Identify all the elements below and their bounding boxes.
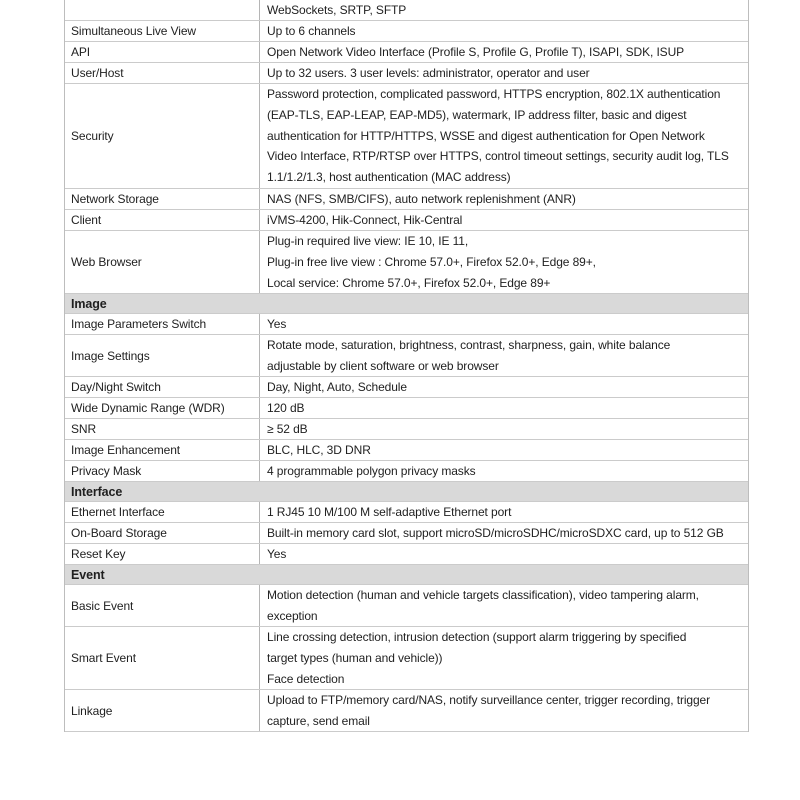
spec-value	[260, 210, 748, 230]
table-row	[65, 544, 748, 565]
spec-label: Simultaneous Live View	[65, 21, 260, 41]
value-line: Password protection, complicated password, HTTPS encryption, 802.1X authentication	[267, 87, 721, 101]
spec-value	[260, 419, 748, 439]
value-line: Up to 32 users. 3 user levels: administrator, operator and user	[267, 66, 590, 80]
spec-value	[260, 314, 748, 334]
value-line: capture, send email	[267, 713, 370, 728]
section-header-row	[65, 482, 748, 502]
value-line: Video Interface, RTP/RTSP over HTTPS, control timeout settings, security audit log, TLS	[267, 149, 729, 164]
spec-label: Security	[65, 84, 260, 188]
value-line: 120 dB	[267, 401, 305, 415]
value-line: authentication for HTTP/HTTPS, WSSE and digest authentication for Open Network	[267, 128, 705, 143]
value-line: Plug-in required live view: IE 10, IE 11,	[267, 234, 469, 248]
spec-value	[260, 585, 748, 626]
table-row	[65, 314, 748, 335]
spec-value	[260, 398, 748, 418]
table-row	[65, 419, 748, 440]
table-row	[65, 63, 748, 84]
table-row	[65, 585, 748, 627]
value-line: 4 programmable polygon privacy masks	[267, 464, 476, 478]
spec-label: Client	[65, 210, 260, 230]
table-row	[65, 377, 748, 398]
spec-value	[260, 523, 748, 543]
spec-value	[260, 42, 748, 62]
spec-label: Linkage	[65, 690, 260, 731]
table-row	[65, 335, 748, 377]
spec-value	[260, 63, 748, 83]
spec-label	[65, 0, 260, 20]
section-title: Event	[71, 567, 105, 582]
value-line: NAS (NFS, SMB/CIFS), auto network replenishment (ANR)	[267, 192, 576, 206]
section-title: Image	[71, 296, 107, 311]
spec-value	[260, 377, 748, 397]
spec-label: Image Settings	[65, 335, 260, 376]
section-header-row	[65, 565, 748, 585]
spec-label: Network Storage	[65, 189, 260, 209]
section-title: Interface	[71, 484, 123, 499]
value-line: Plug-in free live view : Chrome 57.0+, Firefox 52.0+, Edge 89+,	[267, 254, 596, 269]
table-row	[65, 690, 748, 732]
table-row	[65, 0, 748, 21]
spec-value	[260, 461, 748, 481]
spec-label: API	[65, 42, 260, 62]
spec-value	[260, 690, 748, 731]
spec-label: Image Parameters Switch	[65, 314, 260, 334]
spec-value	[260, 502, 748, 522]
value-line: Rotate mode, saturation, brightness, contrast, sharpness, gain, white balance	[267, 338, 671, 352]
value-line: Upload to FTP/memory card/NAS, notify surveillance center, trigger recording, trigger	[267, 693, 711, 707]
table-row	[65, 231, 748, 294]
table-row	[65, 440, 748, 461]
table-row	[65, 502, 748, 523]
spec-value	[260, 0, 748, 20]
spec-label: Ethernet Interface	[65, 502, 260, 522]
value-line: WebSockets, SRTP, SFTP	[267, 3, 407, 17]
table-row	[65, 461, 748, 482]
value-line: adjustable by client software or web browser	[267, 358, 499, 373]
spec-value	[260, 84, 748, 188]
spec-label: Wide Dynamic Range (WDR)	[65, 398, 260, 418]
value-line: Yes	[267, 547, 287, 561]
spec-value	[260, 440, 748, 460]
value-line: Local service: Chrome 57.0+, Firefox 52.0+, Edge 89+	[267, 275, 551, 290]
section-header-row	[65, 294, 748, 314]
spec-label: Day/Night Switch	[65, 377, 260, 397]
value-line: ≥ 52 dB	[267, 422, 308, 436]
value-line: Yes	[267, 317, 287, 331]
value-line: Built-in memory card slot, support microSD/microSDHC/microSDXC card, up to 512 GB	[267, 526, 724, 540]
spec-label: User/Host	[65, 63, 260, 83]
spec-value	[260, 231, 748, 293]
table-row	[65, 398, 748, 419]
spec-label: Basic Event	[65, 585, 260, 626]
table-row	[65, 84, 748, 189]
table-row	[65, 523, 748, 544]
value-line: BLC, HLC, 3D DNR	[267, 443, 371, 457]
spec-value	[260, 544, 748, 564]
value-line: Open Network Video Interface (Profile S, Profile G, Profile T), ISAPI, SDK, ISUP	[267, 45, 685, 59]
table-row	[65, 21, 748, 42]
spec-label: Smart Event	[65, 627, 260, 689]
value-line: (EAP-TLS, EAP-LEAP, EAP-MD5), watermark, IP address filter, basic and digest	[267, 107, 687, 122]
value-line: 1 RJ45 10 M/100 M self-adaptive Ethernet port	[267, 505, 512, 519]
value-line: Up to 6 channels	[267, 24, 356, 38]
value-line: exception	[267, 608, 318, 623]
spec-label: On-Board Storage	[65, 523, 260, 543]
value-line: 1.1/1.2/1.3, host authentication (MAC address)	[267, 170, 511, 185]
table-row	[65, 189, 748, 210]
value-line: Day, Night, Auto, Schedule	[267, 380, 407, 394]
spec-label: Reset Key	[65, 544, 260, 564]
spec-label: Image Enhancement	[65, 440, 260, 460]
value-line: Face detection	[267, 671, 345, 686]
spec-value	[260, 189, 748, 209]
value-line: Motion detection (human and vehicle targets classification), video tampering alarm,	[267, 588, 699, 602]
spec-label: Web Browser	[65, 231, 260, 293]
spec-value	[260, 627, 748, 689]
table-row	[65, 627, 748, 690]
value-line: iVMS-4200, Hik-Connect, Hik-Central	[267, 213, 463, 227]
spec-value	[260, 21, 748, 41]
spec-value	[260, 335, 748, 376]
value-line: Line crossing detection, intrusion detection (support alarm triggering by specified	[267, 630, 687, 644]
table-row	[65, 42, 748, 63]
spec-label: Privacy Mask	[65, 461, 260, 481]
table-row	[65, 210, 748, 231]
spec-label: SNR	[65, 419, 260, 439]
value-line: target types (human and vehicle))	[267, 650, 443, 665]
spec-table	[64, 0, 749, 732]
